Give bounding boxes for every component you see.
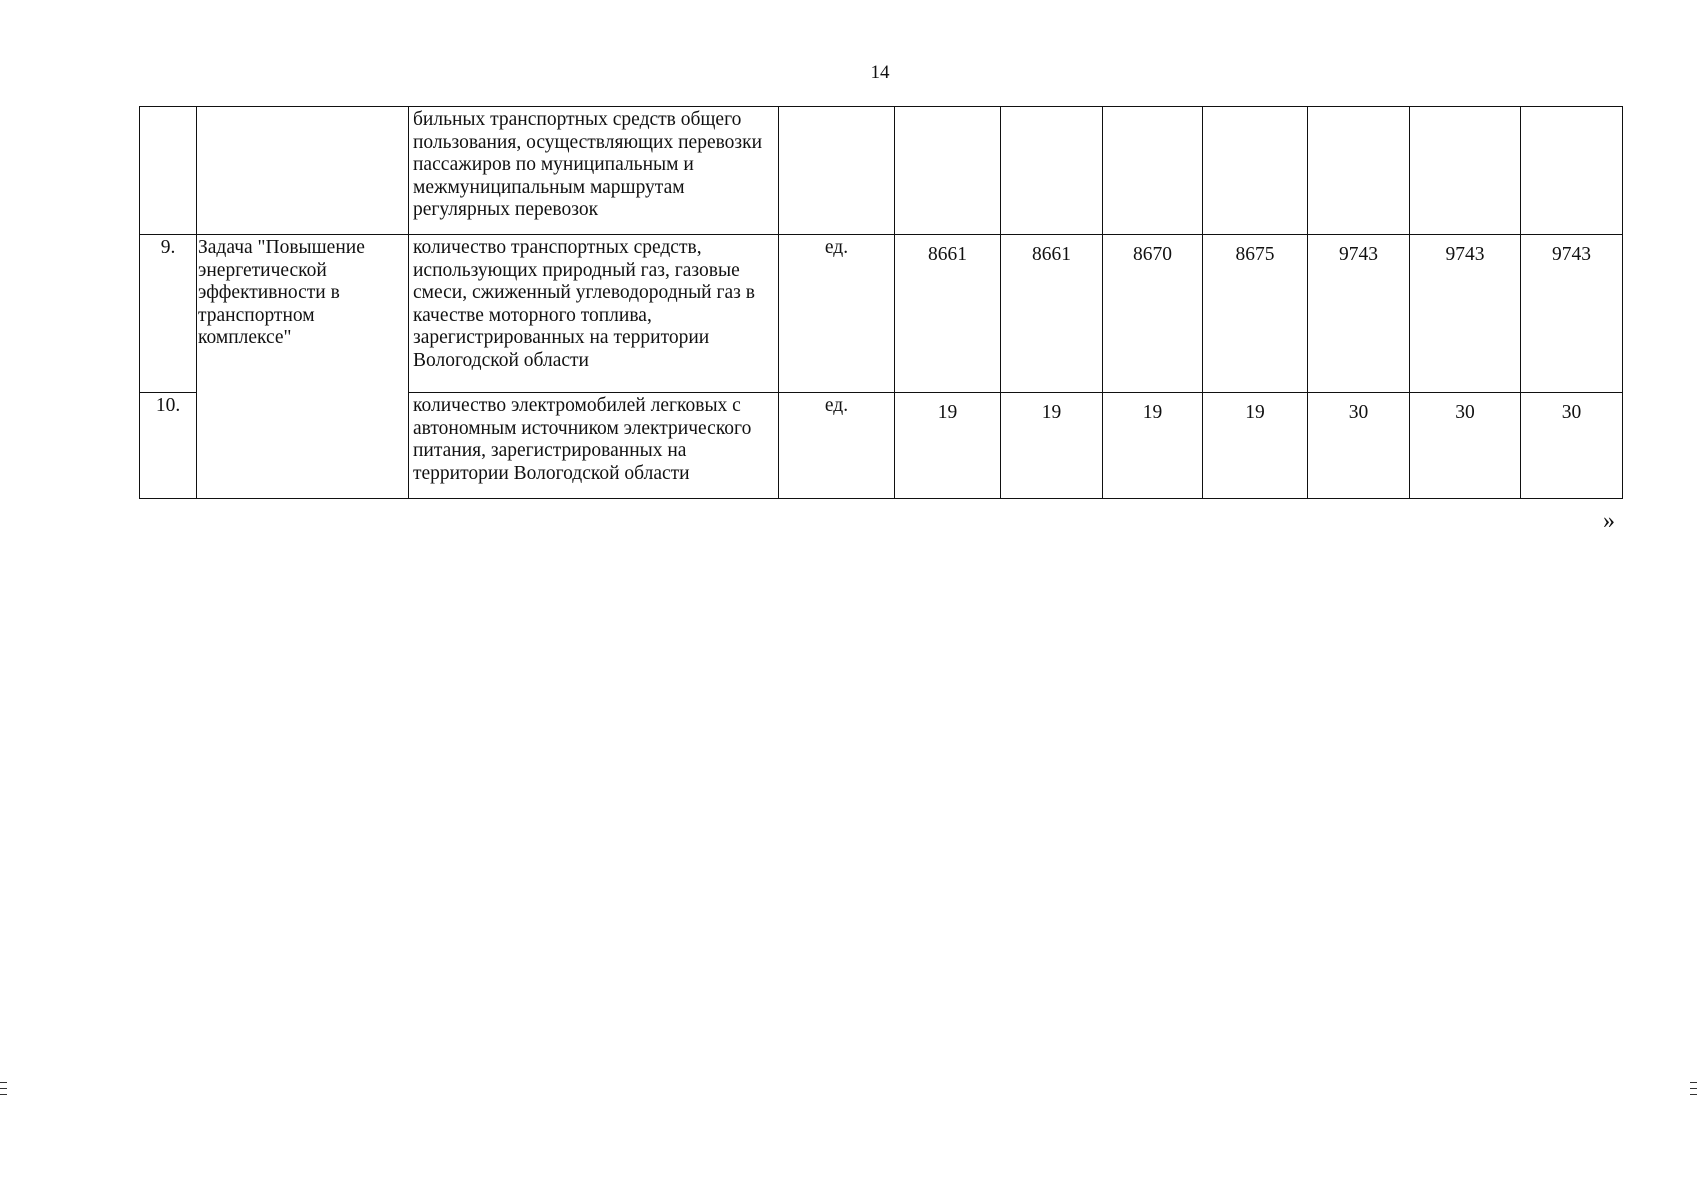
value-text: 8661	[1032, 244, 1071, 265]
indicators-table	[139, 106, 1623, 499]
unit-cell	[779, 107, 895, 235]
value-cell	[1521, 235, 1623, 393]
scan-edge-mark	[1690, 1094, 1697, 1095]
unit-cell: ед.	[779, 235, 895, 393]
value-cell	[1203, 107, 1308, 235]
page-number: 14	[870, 62, 890, 83]
value-cell	[1001, 235, 1103, 393]
value-cell	[1308, 393, 1410, 499]
value-cell	[1203, 235, 1308, 393]
value-cell	[1001, 107, 1103, 235]
value-text: 19	[1041, 402, 1062, 423]
value-text: 30	[1561, 402, 1582, 423]
task-cell	[197, 107, 409, 235]
table-row	[140, 235, 1623, 393]
value-text: 8661	[928, 244, 967, 265]
row-seq-cell: 10.	[140, 393, 197, 499]
value-text: 9743	[1339, 244, 1378, 265]
value-text: 9743	[1552, 244, 1591, 265]
row-seq-cell: 9.	[140, 235, 197, 393]
value-cell	[1308, 235, 1410, 393]
scan-edge-mark	[0, 1094, 7, 1095]
scan-edge-mark	[0, 1088, 7, 1089]
value-text: 30	[1348, 402, 1369, 423]
value-cell	[1103, 107, 1203, 235]
value-cell	[1308, 107, 1410, 235]
indicator-cell: количество транспортных средств, использующих природный газ, газовые смеси, сжиженный углеводородный газ в качестве моторного топлива, зарегистрированных на территории Вологодской области	[409, 235, 779, 393]
value-text: 19	[1245, 402, 1265, 423]
value-cell	[1001, 393, 1103, 499]
value-text: 8675	[1235, 244, 1275, 265]
indicator-cell: количество электромобилей легковых с автономным источником электрического питания, зарегистрированных на территории Вологодской области	[409, 393, 779, 499]
value-text: 30	[1455, 402, 1475, 423]
task-cell: Задача "Повышение энергетической эффективности в транспортном комплексе"	[197, 235, 409, 499]
table-row	[140, 107, 1623, 235]
value-cell	[1410, 235, 1521, 393]
scan-edge-mark	[0, 1082, 7, 1083]
value-cell	[895, 393, 1001, 499]
value-text: 19	[937, 402, 958, 423]
value-cell	[1203, 393, 1308, 499]
value-cell	[895, 107, 1001, 235]
closing-quote: »	[1603, 508, 1615, 534]
value-cell	[1521, 107, 1623, 235]
value-text: 19	[1142, 402, 1163, 423]
value-cell	[1103, 393, 1203, 499]
value-cell	[1521, 393, 1623, 499]
scan-edge-mark	[1690, 1082, 1697, 1083]
indicator-cell: бильных транспортных средств общего пользования, осуществляющих перевозки пассажиров по муниципальным и межмуниципальным маршрутам регулярных перевозок	[409, 107, 779, 235]
value-cell	[1410, 393, 1521, 499]
unit-cell: ед.	[779, 393, 895, 499]
value-cell	[1410, 107, 1521, 235]
value-text: 9743	[1445, 244, 1485, 265]
row-seq-cell	[140, 107, 197, 235]
value-cell	[895, 235, 1001, 393]
value-cell	[1103, 235, 1203, 393]
value-text: 8670	[1133, 244, 1172, 265]
scan-edge-mark	[1690, 1088, 1697, 1089]
